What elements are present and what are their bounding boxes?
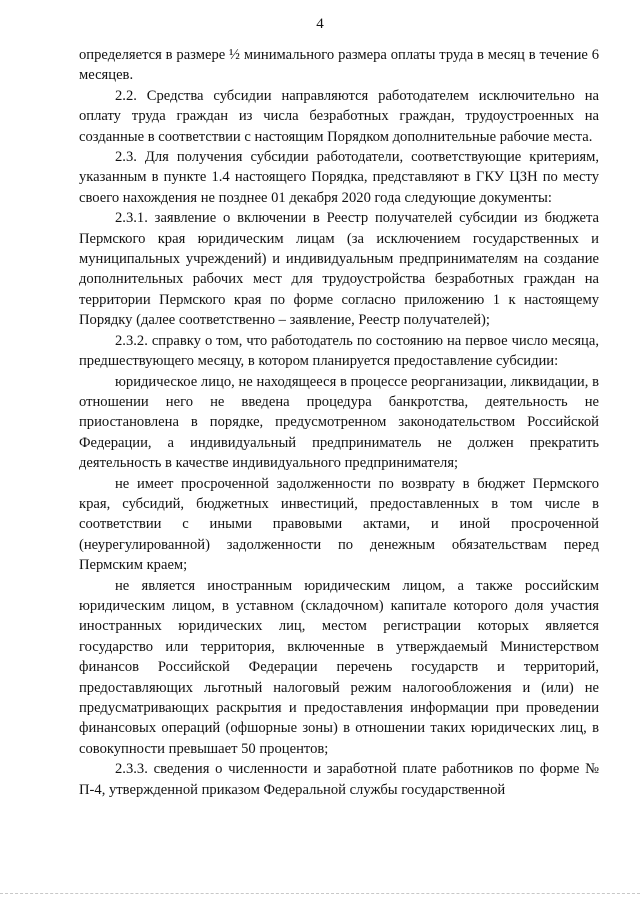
paragraph-2-3: 2.3. Для получения субсидии работодатели, соответствующие критериям, указанным в пункте 1.4 настоящего Порядка, представляют в ГКУ ЦЗН по месту своего нахождения не позднее 01 декабря 2020 года следующие документы: — [79, 149, 599, 206]
paragraph-criterion-no-debt: не имеет просроченной задолженности по возврату в бюджет Пермского края, субсидий, бюджетных инвестиций, предоставленных в том числе в соответствии с иными правовыми актами, и иной просроченной (неурегулированной) задолженности по денежным обязательствам перед Пермским краем; — [79, 475, 599, 574]
paragraph-2-3-1: 2.3.1. заявление о включении в Реестр получателей субсидии из бюджета Пермского края юридическим лицам (за исключением государственных и муниципальных учреждений) и индивидуальным предпринимателям на создание дополнительных рабочих мест для трудоустройства безработных граждан на территории Пермского края по форме согласно приложению 1 к настоящему Порядку (далее соответственно – заявление, Реестр получателей); — [79, 210, 599, 329]
paragraph-criterion-not-foreign: не является иностранным юридическим лицом, а также российским юридическим лицом, в уставном (складочном) капитале которого доля участия иностранных юридических лиц, местом регистрации которых является государство или территория, включенные в утверждаемый Министерством финансов Российской Федерации перечень государств и территорий, предоставляющих льготный налоговый режим налогообложения и (или) не предусматривающих раскрытия и предоставления информации при проведении финансовых операций (офшорные зоны) в отношении таких юридических лиц, в совокупности превышает 50 процентов; — [79, 577, 599, 757]
paragraph-2-3-2: 2.3.2. справку о том, что работодатель по состоянию на первое число месяца, предшествующего месяцу, в котором планируется предоставление субсидии: — [79, 332, 599, 370]
scan-edge-divider — [0, 893, 640, 895]
paragraph-criterion-legal-entity: юридическое лицо, не находящееся в процессе реорганизации, ликвидации, в отношении него не введена процедура банкротства, деятельность не приостановлена в порядке, предусмотренном законодательством Российской Федерации, а индивидуальный предприниматель не должен прекратить деятельность в качестве индивидуального предпринимателя; — [79, 373, 599, 472]
paragraph-continuation: определяется в размере ½ минимального размера оплаты труда в месяц в течение 6 месяцев. — [79, 47, 599, 84]
paragraph-2-3-3: 2.3.3. сведения о численности и заработной плате работников по форме № П-4, утвержденной приказом Федеральной службы государственной — [79, 761, 599, 798]
document-body — [79, 45, 599, 800]
page-number: 4 — [316, 16, 324, 32]
paragraph-2-2: 2.2. Средства субсидии направляются работодателем исключительно на оплату труда граждан из числа безработных граждан, трудоустроенных на созданные в соответствии с настоящим Порядком дополнительные рабочие места. — [79, 87, 599, 145]
